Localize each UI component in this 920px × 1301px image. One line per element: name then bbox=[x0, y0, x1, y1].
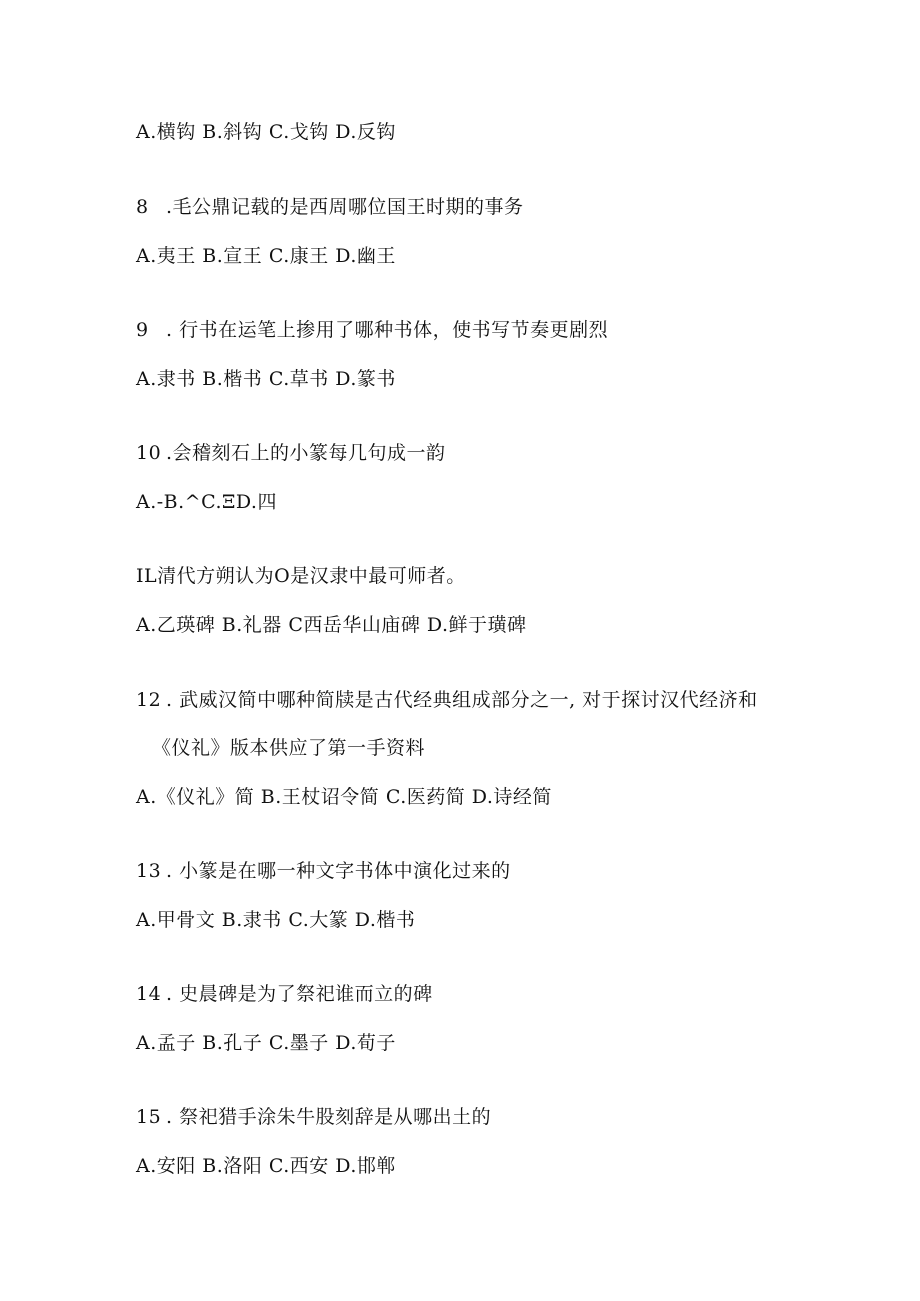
question-text: . 小篆是在哪一种文字书体中演化过来的 bbox=[166, 860, 511, 882]
question-13 bbox=[136, 859, 511, 883]
options-line-q11 bbox=[136, 613, 527, 637]
question-text: .毛公鼎记载的是西周哪位国王时期的事务 bbox=[166, 196, 524, 218]
question-number: 12 bbox=[136, 689, 162, 711]
options-text: A.横钩 B.斜钩 C.戈钩 D.反钩 bbox=[136, 121, 396, 143]
question-text: IL清代方朔认为O是汉隶中最可师者。 bbox=[136, 565, 466, 587]
question-text: . 行书在运笔上掺用了哪种书体，使书写节奏更剧烈 bbox=[166, 319, 609, 341]
options-line-q10 bbox=[136, 490, 277, 514]
options-line-q15 bbox=[136, 1154, 396, 1178]
question-number: 9 bbox=[136, 319, 149, 341]
options-text: A.安阳 B.洛阳 C.西安 D.邯郸 bbox=[136, 1155, 396, 1177]
question-number: 15 bbox=[136, 1106, 162, 1128]
options-line-q12 bbox=[136, 785, 552, 809]
options-line-q9 bbox=[136, 367, 396, 391]
question-12 bbox=[136, 688, 758, 712]
question-12-continuation bbox=[152, 736, 425, 760]
question-text: .会稽刻石上的小篆每几句成一韵 bbox=[166, 442, 446, 464]
question-text-continuation: 《仪礼》版本供应了第一手资料 bbox=[152, 737, 426, 759]
options-text: A.乙瑛碑 B.礼器 C西岳华山庙碑 D.鲜于璜碑 bbox=[136, 614, 527, 636]
question-number: 10 bbox=[136, 442, 162, 464]
question-11 bbox=[136, 564, 466, 588]
question-number: 13 bbox=[136, 860, 162, 882]
question-text: . 武威汉简中哪种简牍是古代经典组成部分之一, 对于探讨汉代经济和 bbox=[166, 689, 758, 711]
question-text: . 史晨碑是为了祭祀谁而立的碑 bbox=[166, 983, 433, 1005]
options-line-q14 bbox=[136, 1031, 396, 1055]
options-text: A.《仪礼》简 B.王杖诏令简 C.医药简 D.诗经简 bbox=[136, 786, 552, 808]
question-9 bbox=[136, 318, 608, 342]
question-text: . 祭祀猎手涂朱牛股刻辞是从哪出土的 bbox=[166, 1106, 492, 1128]
options-text: A.夷王 B.宣王 C.康王 D.幽王 bbox=[136, 245, 396, 267]
options-text: A.隶书 B.楷书 C.草书 D.篆书 bbox=[136, 368, 396, 390]
question-10 bbox=[136, 441, 446, 465]
options-text: A.甲骨文 B.隶书 C.大篆 D.楷书 bbox=[136, 909, 416, 931]
question-number: 8 bbox=[136, 196, 149, 218]
question-14 bbox=[136, 982, 433, 1006]
question-15 bbox=[136, 1105, 491, 1129]
options-text: A.孟子 B.孔子 C.墨子 D.荀子 bbox=[136, 1032, 396, 1054]
options-line-q7 bbox=[136, 120, 396, 144]
options-line-q8 bbox=[136, 244, 396, 268]
question-number: 14 bbox=[136, 983, 162, 1005]
question-8 bbox=[136, 195, 524, 219]
options-line-q13 bbox=[136, 908, 415, 932]
options-text: A.-B.^C.ΞD.四 bbox=[136, 491, 277, 513]
